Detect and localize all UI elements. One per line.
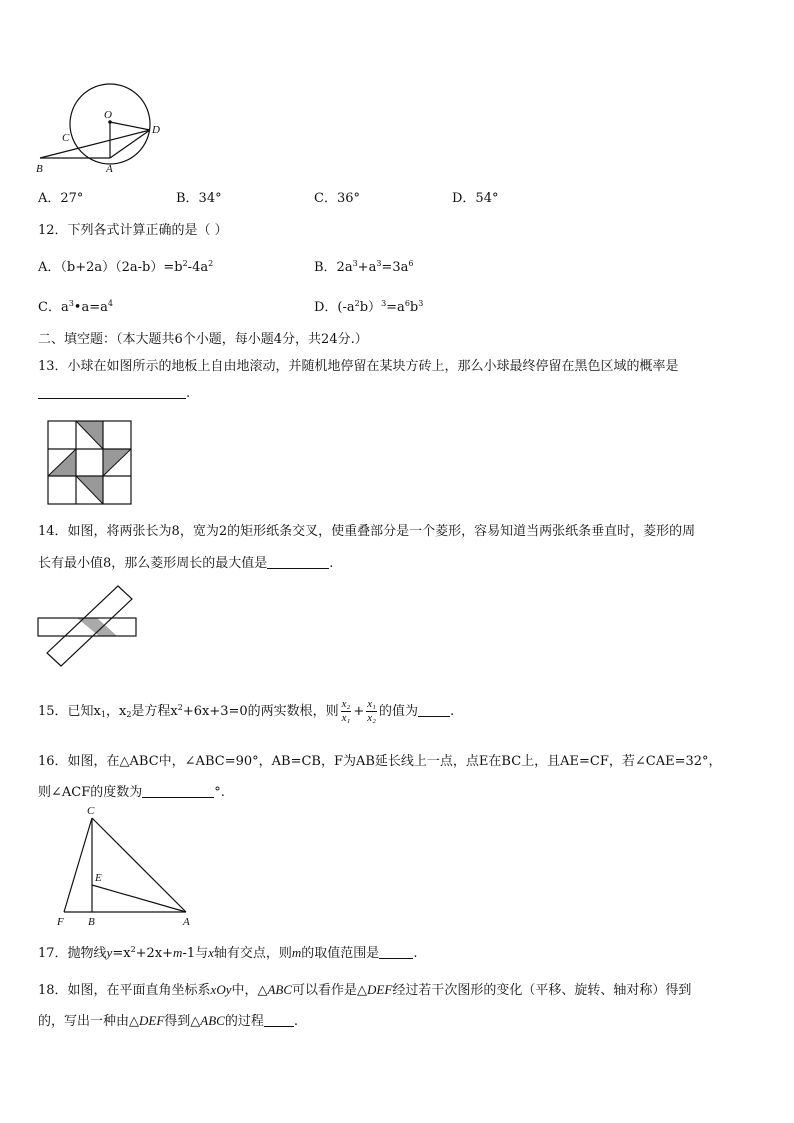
label-e: E bbox=[95, 872, 102, 884]
fraction-x2-over-x1: $\frac{\text{x₂}}{\text{x₁}}$ bbox=[341, 698, 351, 724]
q12-option-a: A．$(b+2a)(2a-b)=b^2-4a^2$ bbox=[38, 259, 214, 275]
q18-stem-line1: 18．如图，在平面直角坐标系xOy中，△ABC可以看作是△DEF经过若干次图形的变化（平移、旋转、轴对称）得到 bbox=[38, 982, 692, 998]
q12-option-c: C．$a^3•a=a^4$ bbox=[38, 299, 113, 315]
label-a: A bbox=[183, 916, 190, 928]
q11-option-a: A．27° bbox=[38, 191, 84, 206]
q11-option-d: D．54° bbox=[452, 191, 499, 206]
q11-option-b: B．34° bbox=[176, 191, 222, 206]
q17-stem: 17．抛物线$y=x^2+2x+m-1$与x轴有交点，则m的取值范围是 . bbox=[38, 945, 418, 961]
label-d: D bbox=[152, 124, 160, 136]
q16-stem-line1: 16．如图，在△ABC中，∠ABC=90°，AB=CB，F为AB延长线上一点，点E在BC上，且AE=CF，若∠CAE=32°， bbox=[38, 754, 722, 769]
label-c: C bbox=[87, 805, 95, 817]
label-c: C bbox=[62, 132, 70, 144]
side-fc bbox=[64, 818, 92, 912]
label-f: F bbox=[57, 916, 64, 928]
q12-stem: 12．下列各式计算正确的是（ ） bbox=[38, 223, 228, 238]
q16-stem-line2: 则∠ACF的度数为 °. bbox=[38, 785, 225, 800]
label-b: B bbox=[88, 916, 95, 928]
q13-answer-line: . bbox=[38, 386, 190, 401]
q12-option-b: B．$2a^3+a^3=3a^6$ bbox=[314, 259, 414, 275]
label-b: B bbox=[36, 163, 43, 175]
section-fill-in-heading: 二、填空题：（本大题共6个小题，每小题4分，共24分.） bbox=[38, 332, 368, 347]
q14-stem-line2: 长有最小值8，那么菱形周长的最大值是 . bbox=[38, 556, 334, 571]
q12-option-d: D．$(-a^2b)^3=a^6b^3$ bbox=[314, 299, 424, 315]
fraction-x1-over-x2: $\frac{\text{x₁}}{\text{x₂}}$ bbox=[367, 698, 377, 724]
q11-option-c: C．36° bbox=[314, 191, 360, 206]
q15-stem: 15．已知$x_1$，$x_2$是方程$x^2+6x+3=0$的两实数根，则 $\frac{\text{x₂}}{\text{x₁}}$ + $\frac{\text{x₁}}{\text{x₂}}$ 的值为 . bbox=[38, 698, 455, 724]
q13-stem: 13．小球在如图所示的地板上自由地滚动，并随机地停留在某块方砖上，那么小球最终停留在黑色区域的概率是 bbox=[38, 359, 679, 374]
label-o: O bbox=[104, 109, 112, 121]
q14-stem-line1: 14．如图，将两张长为8，宽为2的矩形纸条交叉，使重叠部分是一个菱形，容易知道当两张纸条垂直时，菱形的周 bbox=[38, 524, 696, 539]
q18-stem-line2: 的，写出一种由△DEF得到△ABC的过程 . bbox=[38, 1013, 298, 1029]
label-a: A bbox=[106, 163, 113, 175]
